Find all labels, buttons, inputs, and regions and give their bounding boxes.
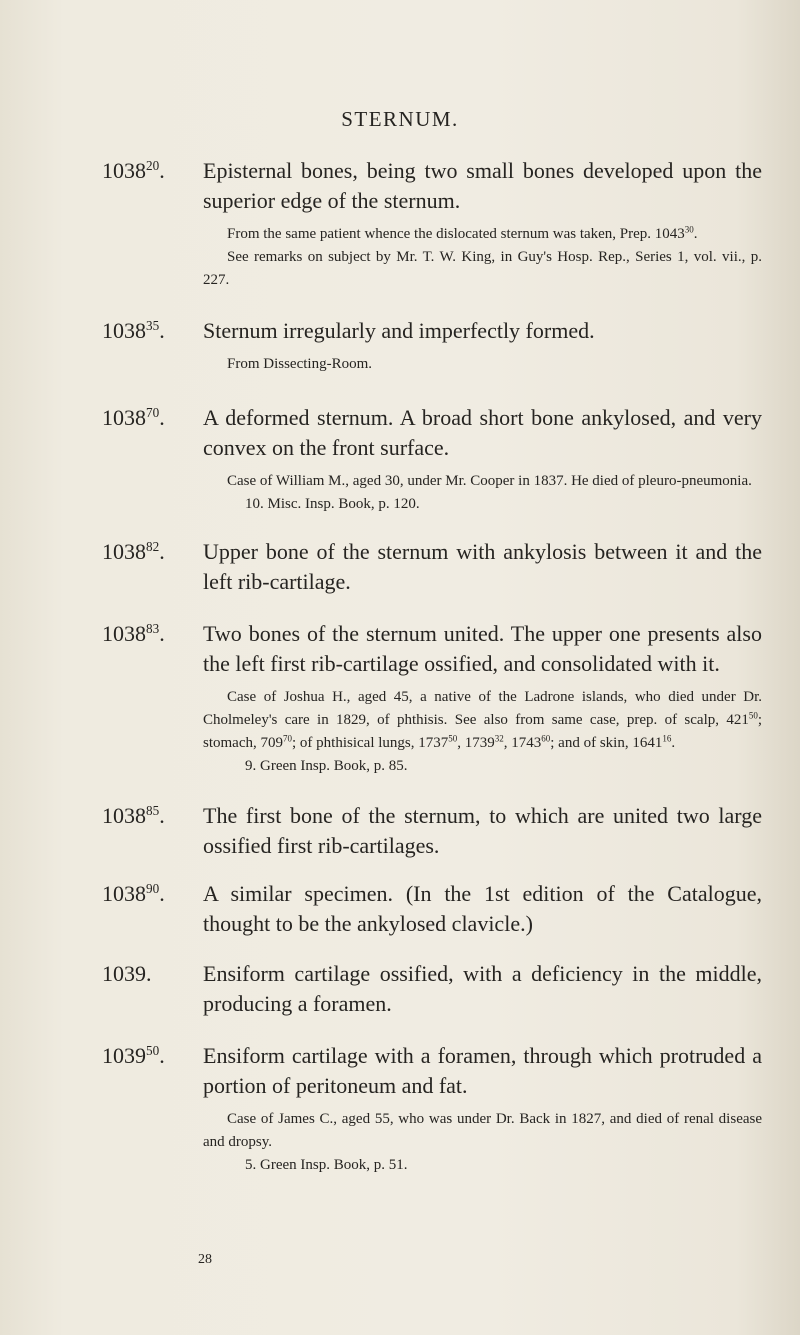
entry-1038-83 (102, 619, 762, 778)
entry-note: See remarks on subject by Mr. T. W. King, in Guy's Hosp. Rep., Series 1, vol. vii., p. 227. (203, 249, 762, 288)
entry-notes (203, 686, 762, 778)
entry-notes (203, 223, 762, 292)
entry-1039-50 (102, 1041, 762, 1177)
entry-number: 1039$^{50}$. (102, 1043, 165, 1068)
entry-reference: 5. Green Insp. Book, p. 51. (245, 1157, 408, 1173)
entry-description: Upper bone of the sternum with ankylosis between it and the left rib-cartilage. (203, 539, 762, 594)
entry-note: Case of William M., aged 30, under Mr. Cooper in 1837. He died of pleuro-pneumonia. (227, 473, 752, 489)
entry-description: Ensiform cartilage with a foramen, through which protruded a portion of peritoneum and fat. (203, 1043, 762, 1098)
entry-description: The first bone of the sternum, to which are united two large ossified first rib-cartilages. (203, 803, 762, 858)
entry-number: 1038$^{70}$. (102, 405, 165, 430)
entry-number: 1039. (102, 961, 152, 986)
entry-1038-82 (102, 537, 762, 597)
entry-number: 1038$^{82}$. (102, 539, 165, 564)
entry-1038-20 (102, 156, 762, 292)
entry-number: 1038$^{20}$. (102, 158, 165, 183)
entry-number: 1038$^{85}$. (102, 803, 165, 828)
entry-notes (203, 470, 762, 516)
running-head: STERNUM. (341, 107, 459, 131)
entry-description: Two bones of the sternum united. The upper one presents also the left first rib-cartilage ossified, and consolidated with it. (203, 621, 762, 676)
entry-number: 1038$^{90}$. (102, 881, 165, 906)
entry-number: 1038$^{35}$. (102, 318, 165, 343)
entry-note: From Dissecting-Room. (227, 356, 372, 372)
entry-number: 1038$^{83}$. (102, 621, 165, 646)
entry-notes (203, 1108, 762, 1177)
entry-reference: 10. Misc. Insp. Book, p. 120. (245, 496, 420, 512)
catalogue-entries (102, 156, 762, 1177)
entry-note-with-cross-references: Case of Joshua H., aged 45, a native of the Ladrone islands, who died under Dr. Cholmeley's care in 1829, of phthisis. See also from same case, prep. of scalp, $421^{50}$; stomach, $709^{70}$; of phthisical lungs, 1737$^{50}$, 1739$^{32}$, 1743$^{60}$; and of skin, 1641$^{16}$. (203, 689, 762, 751)
entry-1038-35 (102, 316, 762, 376)
entry-description: A similar specimen. (In the 1st edition of the Catalogue, thought to be the ankylosed clavicle.) (203, 881, 762, 936)
entry-1038-70 (102, 403, 762, 516)
entry-reference: 9. Green Insp. Book, p. 85. (245, 758, 408, 774)
entry-description: A deformed sternum. A broad short bone ankylosed, and very convex on the front surface. (203, 405, 762, 460)
entry-note: Case of James C., aged 55, who was under Dr. Back in 1827, and died of renal disease and dropsy. (203, 1111, 762, 1150)
entry-description: Episternal bones, being two small bones developed upon the superior edge of the sternum. (203, 158, 762, 213)
entry-notes (203, 353, 762, 376)
entry-description: Sternum irregularly and imperfectly formed. (203, 318, 595, 343)
entry-1038-85 (102, 801, 762, 861)
entry-note: From the same patient whence the dislocated sternum was taken, Prep. 1043$^{30}$. (227, 224, 698, 242)
entry-description: Ensiform cartilage ossified, with a deficiency in the middle, producing a foramen. (203, 961, 762, 1016)
entry-1039 (102, 959, 762, 1019)
page-folio: 28 (198, 1252, 212, 1267)
entry-1038-90 (102, 879, 762, 939)
